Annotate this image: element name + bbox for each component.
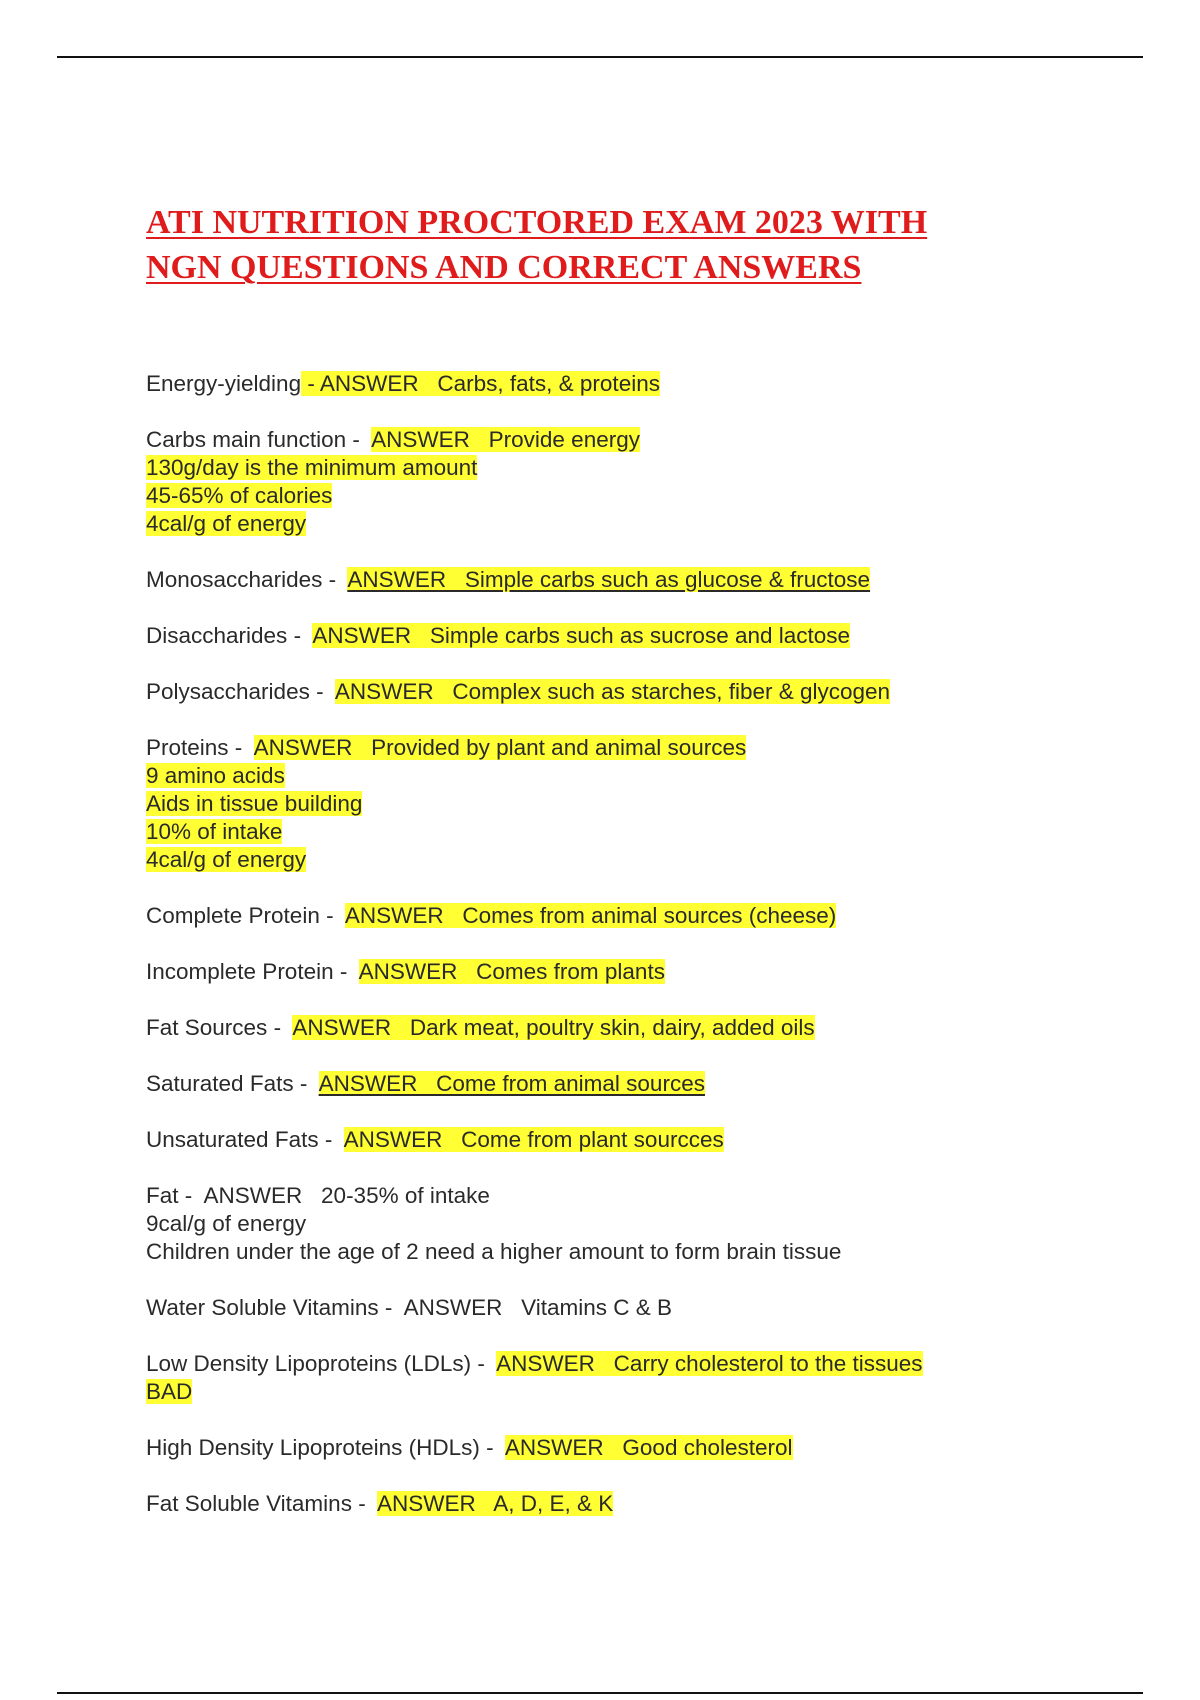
term: Polysaccharides (146, 679, 310, 704)
qa-entry (146, 1182, 1106, 1266)
answer: ANSWER Simple carbs such as sucrose and lactose (312, 623, 851, 648)
term: Proteins (146, 735, 229, 760)
answer-detail: Children under the age of 2 need a higher amount to form brain tissue (146, 1239, 842, 1264)
answer: ANSWER Good cholesterol (504, 1435, 793, 1460)
answer: ANSWER Comes from plants (358, 959, 665, 984)
term: Carbs main function (146, 427, 347, 452)
answer-detail: 4cal/g of energy (146, 511, 307, 536)
answer: ANSWER 20-35% of intake (203, 1183, 490, 1208)
separator: - (309, 679, 330, 704)
qa-entry (146, 1350, 1106, 1406)
answer-detail: BAD (146, 1379, 193, 1404)
answer-detail: 9 amino acids (146, 763, 285, 788)
qa-entry (146, 678, 1106, 706)
qa-entry (146, 370, 1106, 398)
qa-entry (146, 566, 1106, 594)
answer: ANSWER Dark meat, poultry skin, dairy, added oils (292, 1015, 815, 1040)
qa-entry (146, 1014, 1106, 1042)
separator: - (287, 623, 308, 648)
answer-detail: 45-65% of calories (146, 483, 333, 508)
answer: ANSWER Provided by plant and animal sources (253, 735, 747, 760)
answer-detail: 130g/day is the minimum amount (146, 455, 478, 480)
separator: - (346, 427, 367, 452)
term: Unsaturated Fats (146, 1127, 319, 1152)
answer: ANSWER A, D, E, & K (376, 1491, 614, 1516)
term: High Density Lipoproteins (HDLs) (146, 1435, 480, 1460)
term: Saturated Fats (146, 1071, 294, 1096)
qa-entry (146, 1490, 1106, 1518)
qa-entry (146, 1126, 1106, 1154)
term: Fat Sources (146, 1015, 268, 1040)
qa-entry (146, 902, 1106, 930)
separator: - (228, 735, 249, 760)
separator: - (378, 1295, 399, 1320)
answer: ANSWER Come from animal sources (318, 1071, 705, 1096)
separator: - (293, 1071, 314, 1096)
answer-detail: 10% of intake (146, 819, 283, 844)
separator: - (333, 959, 354, 984)
qa-entry (146, 734, 1106, 874)
qa-entry (146, 958, 1106, 986)
answer-detail: 9cal/g of energy (146, 1211, 307, 1236)
term: Complete Protein (146, 903, 320, 928)
title-line-2: NGN QUESTIONS AND CORRECT ANSWERS (146, 249, 862, 286)
answer: ANSWER Comes from animal sources (cheese) (344, 903, 837, 928)
answer-detail: 4cal/g of energy (146, 847, 307, 872)
separator: - (301, 371, 320, 396)
separator: - (267, 1015, 288, 1040)
answer: ANSWER Come from plant sourcces (343, 1127, 724, 1152)
separator: - (178, 1183, 199, 1208)
term: Incomplete Protein (146, 959, 334, 984)
separator: - (318, 1127, 339, 1152)
answer: ANSWER Carbs, fats, & proteins (319, 371, 660, 396)
answer: ANSWER Vitamins C & B (403, 1295, 673, 1320)
qa-entry (146, 1294, 1106, 1322)
qa-entry (146, 622, 1106, 650)
answer-detail: Aids in tissue building (146, 791, 363, 816)
answer: ANSWER Provide energy (371, 427, 640, 452)
qa-entry (146, 1434, 1106, 1462)
separator: - (351, 1491, 372, 1516)
term: Energy-yielding (146, 371, 302, 396)
term: Low Density Lipoproteins (LDLs) (146, 1351, 472, 1376)
qa-list (146, 370, 1106, 1546)
title-line-1: ATI NUTRITION PROCTORED EXAM 2023 WITH (146, 204, 928, 241)
separator: - (322, 567, 343, 592)
answer: ANSWER Complex such as starches, fiber & glycogen (334, 679, 891, 704)
bottom-rule (57, 1692, 1143, 1694)
term: Fat Soluble Vitamins (146, 1491, 352, 1516)
term: Fat (146, 1183, 179, 1208)
answer: ANSWER Carry cholesterol to the tissues (496, 1351, 923, 1376)
term: Disaccharides (146, 623, 288, 648)
separator: - (471, 1351, 492, 1376)
document-title (146, 200, 1046, 290)
answer: ANSWER Simple carbs such as glucose & fructose (347, 567, 871, 592)
separator: - (479, 1435, 500, 1460)
top-rule (57, 56, 1143, 58)
separator: - (319, 903, 340, 928)
qa-entry (146, 426, 1106, 538)
qa-entry (146, 1070, 1106, 1098)
term: Water Soluble Vitamins (146, 1295, 379, 1320)
term: Monosaccharides (146, 567, 323, 592)
